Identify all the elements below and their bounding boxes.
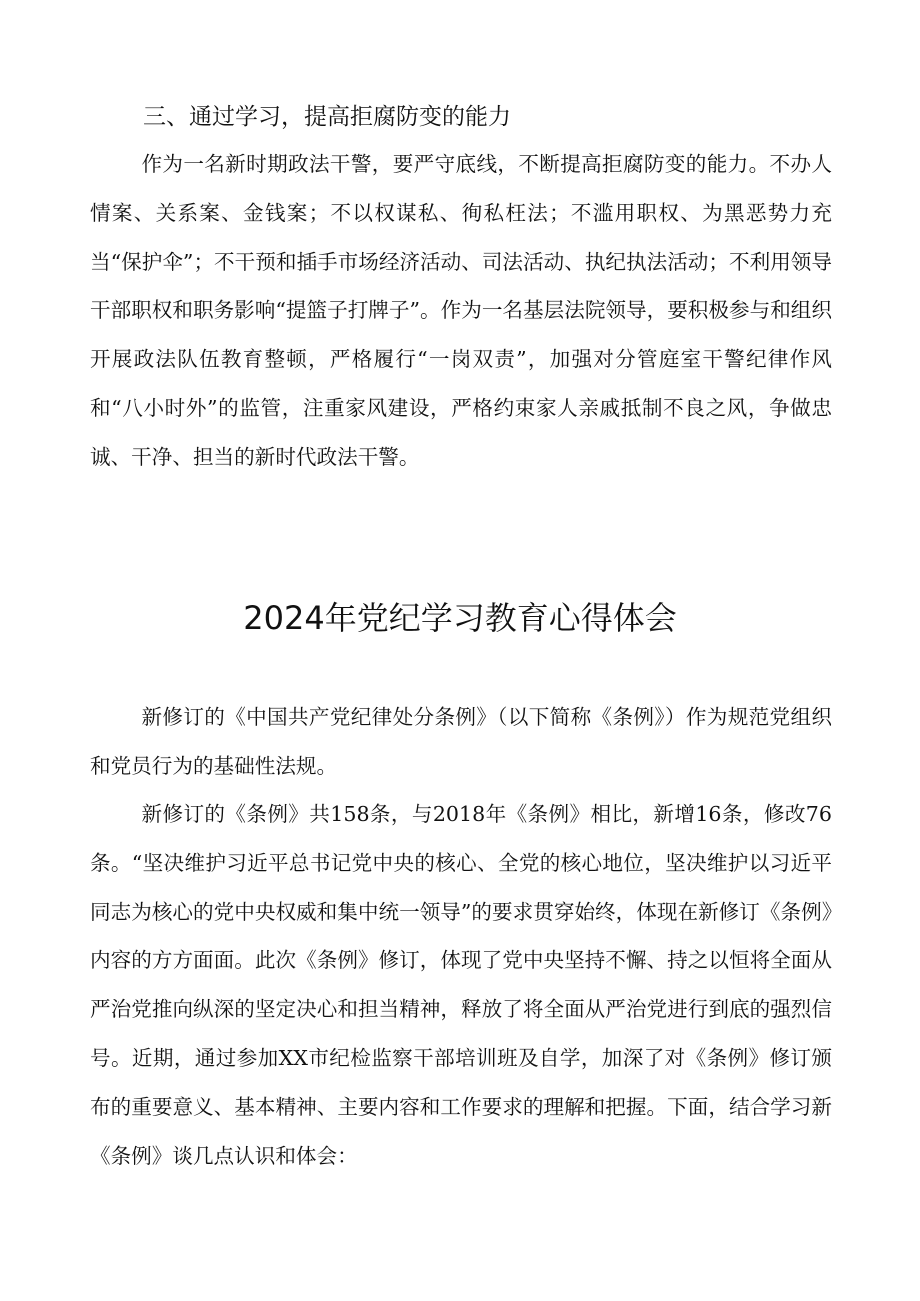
section-heading: 三、通过学习，提高拒腐防变的能力 xyxy=(143,104,511,130)
article-paragraph-1: 新修订的《中国共产党纪律处分条例》（以下简称《条例》）作为规范党组织和党员行为的基础性法规。 xyxy=(90,705,832,778)
article-paragraph-2: 新修订的《条例》共158条，与2018年《条例》相比，新增16条，修改76条。“坚决维护习近平总书记党中央的核心、全党的核心地位，坚决维护以习近平同志为核心的党中央权威和集中统一领导”的要求贯穿始终，体现在新修订《条例》内容的方方面面。此次《条例》修订，体现了党中央坚持不懈、持之以恒将全面从严治党推向纵深的坚定决心和担当精神，释放了将全面从严治党进行到底的强烈信号。近期，通过参加XX市纪检监察干部培训班及自学，加深了对《条例》修订颁布的重要意义、基本精神、主要内容和工作要求的理解和把握。下面，结合学习新《条例》谈几点认识和体会： xyxy=(90,802,832,1168)
section-paragraph: 作为一名新时期政法干警，要严守底线，不断提高拒腐防变的能力。不办人情案、关系案、金钱案；不以权谋私、徇私枉法；不滥用职权、为黑恶势力充当“保护伞”；不干预和插手市场经济活动、司法活动、执纪执法活动；不利用领导干部职权和职务影响“提篮子打牌子”。作为一名基层法院领导，要积极参与和组织开展政法队伍教育整顿，严格履行“一岗双责”，加强对分管庭室干警纪律作风和“八小时外”的监管，注重家风建设，严格约束家人亲戚抵制不良之风，争做忠诚、干净、担当的新时代政法干警。 xyxy=(90,152,832,469)
article-title: 2024年党纪学习教育心得体会 xyxy=(243,599,677,637)
